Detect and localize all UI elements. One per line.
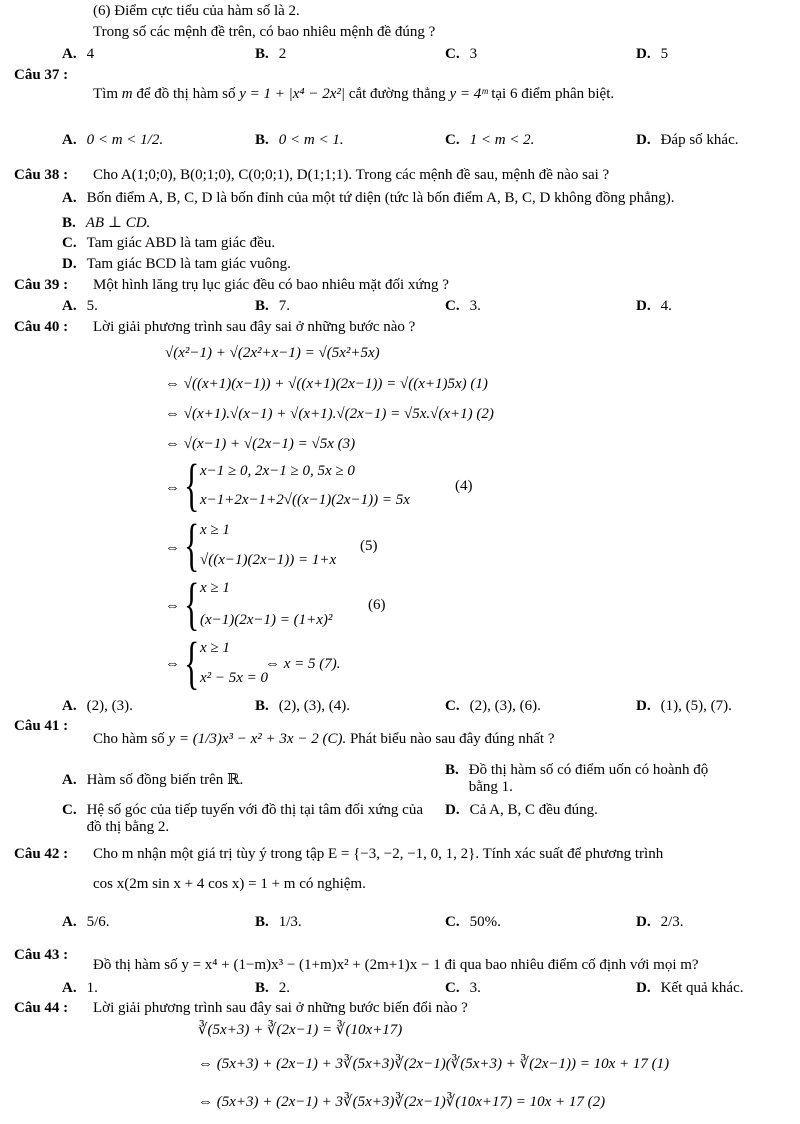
q40-option-b[interactable]: B. (2), (3), (4). bbox=[255, 698, 350, 714]
q40-equiv-4: ⇔ bbox=[165, 480, 180, 496]
q37-option-b[interactable]: B. 0 < m < 1. bbox=[255, 132, 344, 148]
q40-step-6-tag: (6) bbox=[368, 597, 386, 613]
q42-option-d[interactable]: D. 2/3. bbox=[636, 914, 684, 930]
question-44-label: Câu 44 : bbox=[14, 1000, 69, 1016]
q43-option-c[interactable]: C. 3. bbox=[445, 980, 481, 996]
q41-option-a[interactable]: A. Hàm số đồng biến trên ℝ. bbox=[62, 772, 244, 788]
q42-option-b[interactable]: B. 1/3. bbox=[255, 914, 302, 930]
question-38-label: Câu 38 : bbox=[14, 167, 69, 183]
q40-step-7a: x ≥ 1 bbox=[200, 640, 230, 656]
q38-option-b[interactable]: B. AB ⊥ CD. bbox=[62, 215, 151, 231]
q40-option-c[interactable]: C. (2), (3), (6). bbox=[445, 698, 541, 714]
q40-option-d[interactable]: D. (1), (5), (7). bbox=[636, 698, 732, 714]
question-43-text: Đồ thị hàm số y = x⁴ + (1−m)x³ − (1+m)x² + (2m+1)x − 1 đi qua bao nhiêu điểm cố định với mọi m? bbox=[93, 957, 699, 973]
prev-line-1: (6) Điểm cực tiểu của hàm số là 2. bbox=[93, 3, 300, 19]
q40-step-0: √(x²−1) + √(2x²+x−1) = √(5x²+5x) bbox=[165, 345, 380, 361]
q40-equiv-7: ⇔ bbox=[165, 656, 180, 672]
q40-step-6a: x ≥ 1 bbox=[200, 580, 230, 596]
question-38-text: Cho A(1;0;0), B(0;1;0), C(0;0;1), D(1;1;1). Trong các mệnh đề sau, mệnh đề nào sai ? bbox=[93, 167, 610, 183]
q40-step-7c: ⇔ x = 5 (7). bbox=[265, 656, 341, 672]
question-44-text: Lời giải phương trình sau đây sai ở những bước biến đổi nào ? bbox=[93, 1000, 468, 1016]
question-41-text: Cho hàm số y = (1/3)x³ − x² + 3x − 2 (C). Phát biểu nào sau đây đúng nhất ? bbox=[93, 731, 555, 747]
q37-line-formula: y = 4ᵐ bbox=[449, 86, 488, 102]
q40-brace-6: { bbox=[184, 571, 200, 636]
prev-option-d[interactable]: D. 5 bbox=[636, 46, 669, 62]
q40-step-4b: x−1+2x−1+2√((x−1)(2x−1)) = 5x bbox=[200, 492, 410, 508]
question-39-text: Một hình lăng trụ lục giác đều có bao nhiêu mặt đối xứng ? bbox=[93, 277, 449, 293]
q41-option-c[interactable]: C. Hệ số góc của tiếp tuyến với đồ thị tại tâm đối xứng của đồ thị bằng 2. bbox=[62, 802, 423, 835]
question-42-text-b: cos x(2m sin x + 4 cos x) = 1 + m có nghiệm. bbox=[93, 876, 366, 892]
q37-option-c[interactable]: C. 1 < m < 2. bbox=[445, 132, 535, 148]
question-40-label: Câu 40 : bbox=[14, 319, 69, 335]
q40-step-5b: √((x−1)(2x−1)) = 1+x bbox=[200, 552, 337, 568]
q41-formula: y = (1/3)x³ − x² + 3x − 2 (C). bbox=[168, 731, 347, 747]
q39-option-d[interactable]: D. 4. bbox=[636, 298, 672, 314]
prev-option-a[interactable]: A. 4 bbox=[62, 46, 95, 62]
q43-option-b[interactable]: B. 2. bbox=[255, 980, 291, 996]
prev-option-c[interactable]: C. 3 bbox=[445, 46, 478, 62]
q40-step-4a: x−1 ≥ 0, 2x−1 ≥ 0, 5x ≥ 0 bbox=[200, 463, 355, 479]
prev-line-2: Trong số các mệnh đề trên, có bao nhiêu mệnh đề đúng ? bbox=[93, 24, 436, 40]
question-39-label: Câu 39 : bbox=[14, 277, 69, 293]
q40-brace-5: { bbox=[184, 512, 200, 577]
question-42-label: Câu 42 : bbox=[14, 846, 69, 862]
q43-option-a[interactable]: A. 1. bbox=[62, 980, 98, 996]
question-43-label: Câu 43 : bbox=[14, 947, 69, 963]
question-37-text: Tìm m để đồ thị hàm số y = 1 + |x⁴ − 2x²| cắt đường thẳng y = 4ᵐ tại 6 điểm phân biệt. bbox=[93, 86, 615, 102]
q44-step-1: ⇔ (5x+3) + (2x−1) + 3∛(5x+3)∛(2x−1)(∛(5x+3) + ∛(2x−1)) = 10x + 17 (1) bbox=[198, 1056, 670, 1072]
q38-option-c[interactable]: C. Tam giác ABD là tam giác đều. bbox=[62, 235, 276, 251]
q37-formula: y = 1 + |x⁴ − 2x²| bbox=[239, 86, 346, 102]
q43-option-d[interactable]: D. Kết quả khác. bbox=[636, 980, 744, 996]
q40-equiv-6: ⇔ bbox=[165, 598, 180, 614]
prev-option-b[interactable]: B. 2 bbox=[255, 46, 287, 62]
q39-option-c[interactable]: C. 3. bbox=[445, 298, 481, 314]
question-41-label: Câu 41 : bbox=[14, 718, 69, 734]
q42-option-c[interactable]: C. 50%. bbox=[445, 914, 501, 930]
q40-step-1: ⇔ √((x+1)(x−1)) + √((x+1)(2x−1)) = √((x+1)5x) (1) bbox=[165, 376, 488, 392]
q41-option-b[interactable]: B. Đồ thị hàm số có điểm uốn có hoành độ bằng 1. bbox=[445, 762, 709, 795]
q40-brace-7: { bbox=[184, 630, 200, 695]
question-40-text: Lời giải phương trình sau đây sai ở những bước nào ? bbox=[93, 319, 416, 335]
q39-option-a[interactable]: A. 5. bbox=[62, 298, 98, 314]
q40-equiv-5: ⇔ bbox=[165, 540, 180, 556]
q40-step-5a: x ≥ 1 bbox=[200, 522, 230, 538]
q44-step-0: ∛(5x+3) + ∛(2x−1) = ∛(10x+17) bbox=[198, 1022, 403, 1038]
question-37-label: Câu 37 : bbox=[14, 67, 69, 83]
q44-step-2: ⇔ (5x+3) + (2x−1) + 3∛(5x+3)∛(2x−1)∛(10x+17) = 10x + 17 (2) bbox=[198, 1094, 606, 1110]
q40-step-6b: (x−1)(2x−1) = (1+x)² bbox=[200, 612, 333, 628]
q40-step-7b: x² − 5x = 0 bbox=[200, 670, 269, 686]
q40-step-4-tag: (4) bbox=[455, 478, 473, 494]
q40-step-5-tag: (5) bbox=[360, 538, 378, 554]
question-42-text-a: Cho m nhận một giá trị tùy ý trong tập E = {−3, −2, −1, 0, 1, 2}. Tính xác suất để phương trình bbox=[93, 846, 664, 862]
q41-option-d[interactable]: D. Cả A, B, C đều đúng. bbox=[445, 802, 598, 818]
q37-option-a[interactable]: A. 0 < m < 1/2. bbox=[62, 132, 164, 148]
q40-brace-4: { bbox=[184, 452, 200, 517]
q38-option-d[interactable]: D. Tam giác BCD là tam giác vuông. bbox=[62, 256, 291, 272]
q42-option-a[interactable]: A. 5/6. bbox=[62, 914, 110, 930]
q40-step-3: ⇔ √(x−1) + √(2x−1) = √5x (3) bbox=[165, 436, 356, 452]
q40-option-a[interactable]: A. (2), (3). bbox=[62, 698, 133, 714]
q37-option-d[interactable]: D. Đáp số khác. bbox=[636, 132, 739, 148]
q39-option-b[interactable]: B. 7. bbox=[255, 298, 291, 314]
q38-option-a[interactable]: A. Bốn điểm A, B, C, D là bốn đỉnh của một tứ diện (tức là bốn điểm A, B, C, D không đồng phẳng). bbox=[62, 190, 675, 206]
q40-step-2: ⇔ √(x+1).√(x−1) + √(x+1).√(2x−1) = √5x.√(x+1) (2) bbox=[165, 406, 494, 422]
